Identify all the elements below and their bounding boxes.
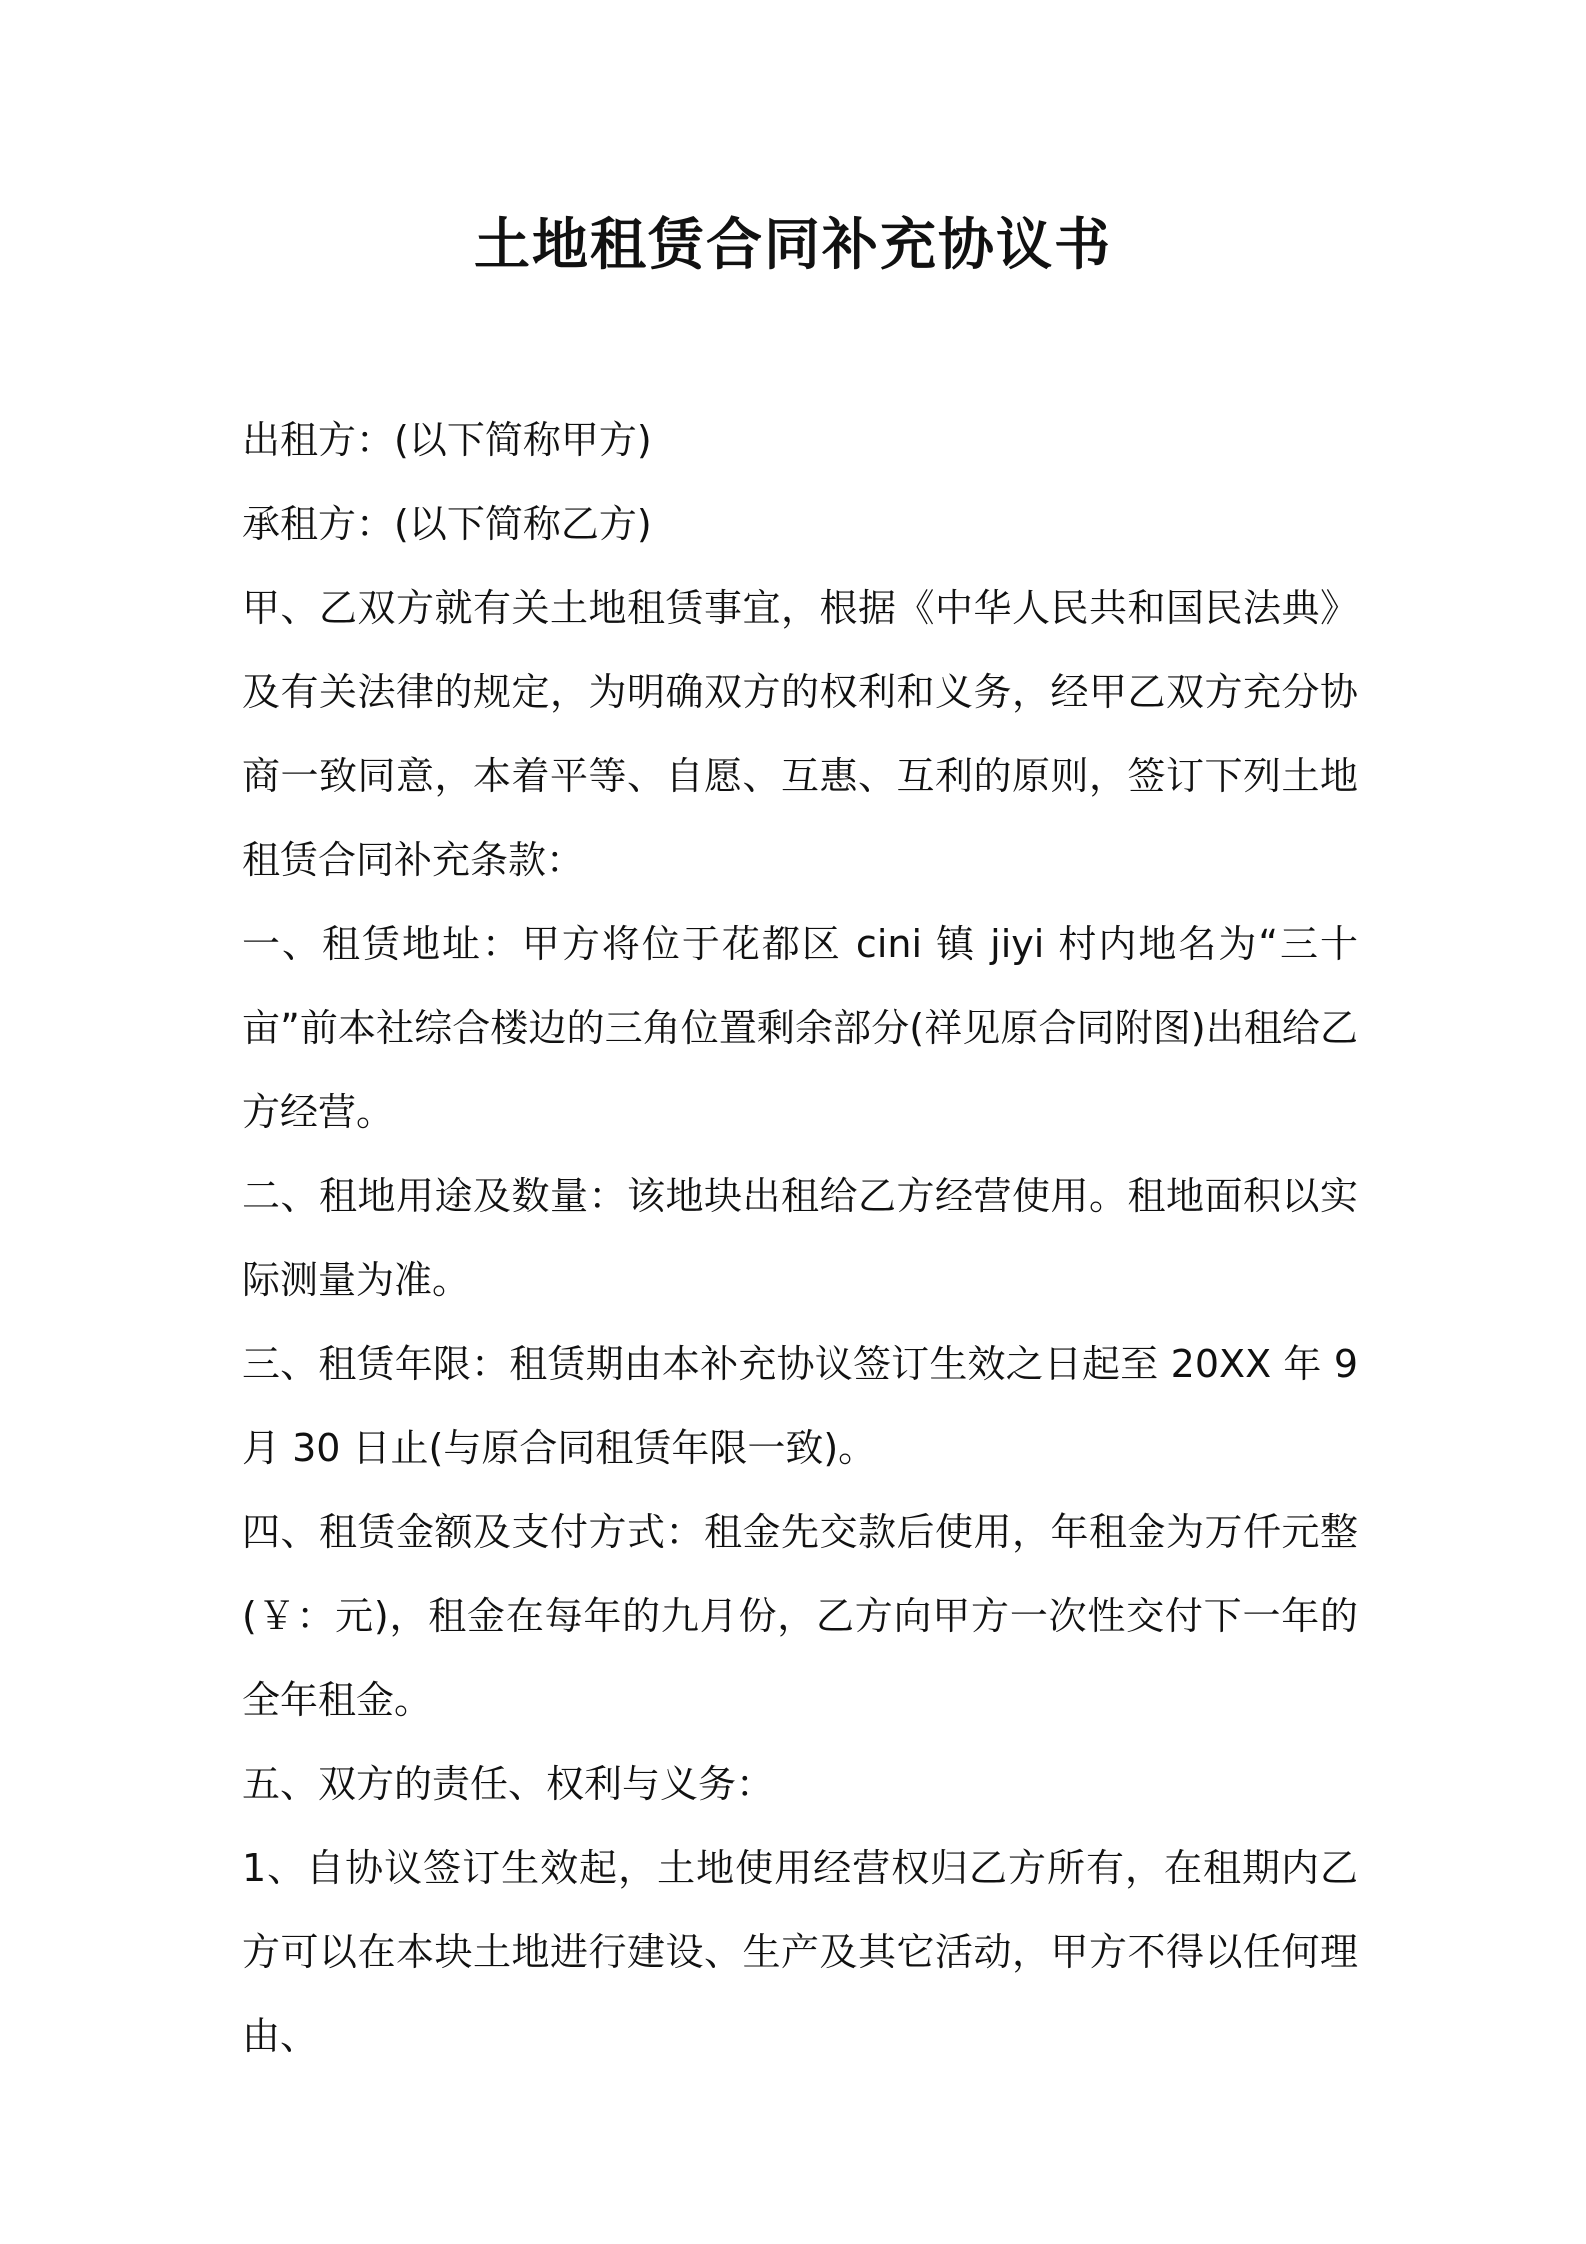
document-body — [242, 398, 1358, 2078]
lessee-line: 承租方：(以下简称乙方) — [242, 502, 652, 546]
clause-1-lease-address: 一、租赁地址：甲方将位于花都区 cini 镇 jiyi 村内地名为“三十亩”前本社综合楼边的三角位置剩余部分(祥见原合同附图)出租给乙方经营。 — [242, 922, 1358, 1134]
clause-5-heading: 五、双方的责任、权利与义务： — [242, 1762, 775, 1806]
preamble-paragraph: 甲、乙双方就有关土地租赁事宜，根据《中华人民共和国民法典》及有关法律的规定，为明确双方的权利和义务，经甲乙双方充分协商一致同意，本着平等、自愿、互惠、互利的原则，签订下列土地租赁合同补充条款： — [242, 586, 1358, 882]
clause-4-rent-payment: 四、租赁金额及支付方式：租金先交款后使用，年租金为万仟元整(￥：元)，租金在每年的九月份，乙方向甲方一次性交付下一年的全年租金。 — [242, 1510, 1358, 1722]
clause-5-item-1: 1、自协议签订生效起，土地使用经营权归乙方所有，在租期内乙方可以在本块土地进行建设、生产及其它活动，甲方不得以任何理由、 — [242, 1846, 1358, 2058]
document-title: 土地租赁合同补充协议书 — [474, 213, 1112, 278]
clause-3-lease-term: 三、租赁年限：租赁期由本补充协议签订生效之日起至 20XX 年 9 月 30 日止(与原合同租赁年限一致)。 — [242, 1342, 1358, 1470]
clause-2-land-use: 二、租地用途及数量：该地块出租给乙方经营使用。租地面积以实际测量为准。 — [242, 1174, 1358, 1302]
lessor-line: 出租方：(以下简称甲方) — [242, 418, 652, 462]
